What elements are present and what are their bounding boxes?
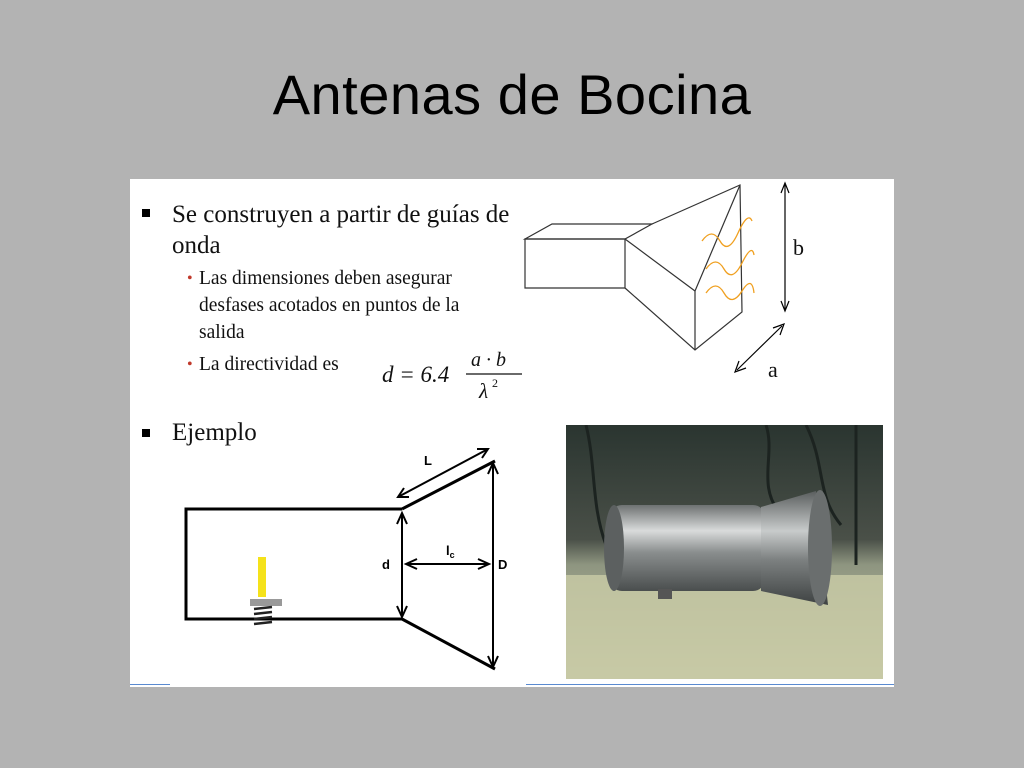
horn-lower-wall [402,619,495,669]
bullet-dot-icon: • [187,356,193,373]
divider-line [526,684,894,685]
formula-lhs: d = 6.4 [382,362,450,387]
bullet-dot-icon: • [187,270,193,287]
horn-outline [625,185,742,350]
sub-bullet-2 [187,351,387,378]
horn-upper-wall [402,461,495,509]
horn-antenna-object [604,490,832,606]
connector-thread [254,607,272,624]
label-D: D [498,557,508,572]
horn-antenna-photo [566,425,883,679]
bullet-square-icon [142,209,150,217]
horn-antenna-diagram [520,179,820,389]
sub-bullet-2-text: La directividad es [199,354,339,375]
content-panel [130,179,894,687]
waveguide-top [525,224,652,239]
waveguide-front [525,239,625,288]
radiation-waves [702,218,754,300]
bullet-2-text: Ejemplo [172,419,257,446]
sub-bullet-1 [187,265,507,346]
probe-feed [258,557,266,597]
sub-bullet-1-text: Las dimensiones deben asegurar desfases acotados en puntos de la salida [199,268,460,343]
label-lc: $l_c$ [446,543,455,560]
directivity-formula [382,346,522,406]
bullet-1 [142,199,542,261]
bullet-square-icon [142,429,150,437]
label-L: L [424,453,432,468]
connector-flange [250,599,282,606]
label-b: b [793,235,804,260]
horn-edge [625,239,695,291]
divider-line [130,684,170,685]
slide-title: Antenas de Bocina [272,63,752,126]
formula-denominator: λ [479,379,489,403]
label-a: a [768,357,778,382]
horn-cross-section-diagram [170,441,530,681]
dimension-b-arrow [781,183,789,311]
formula-numerator: a · b [471,349,506,371]
waveguide-body [186,509,402,619]
bullet-1-text: Se construyen a partir de guías de onda [172,201,510,259]
label-d: d [382,557,390,572]
formula-exponent: 2 [492,376,498,390]
